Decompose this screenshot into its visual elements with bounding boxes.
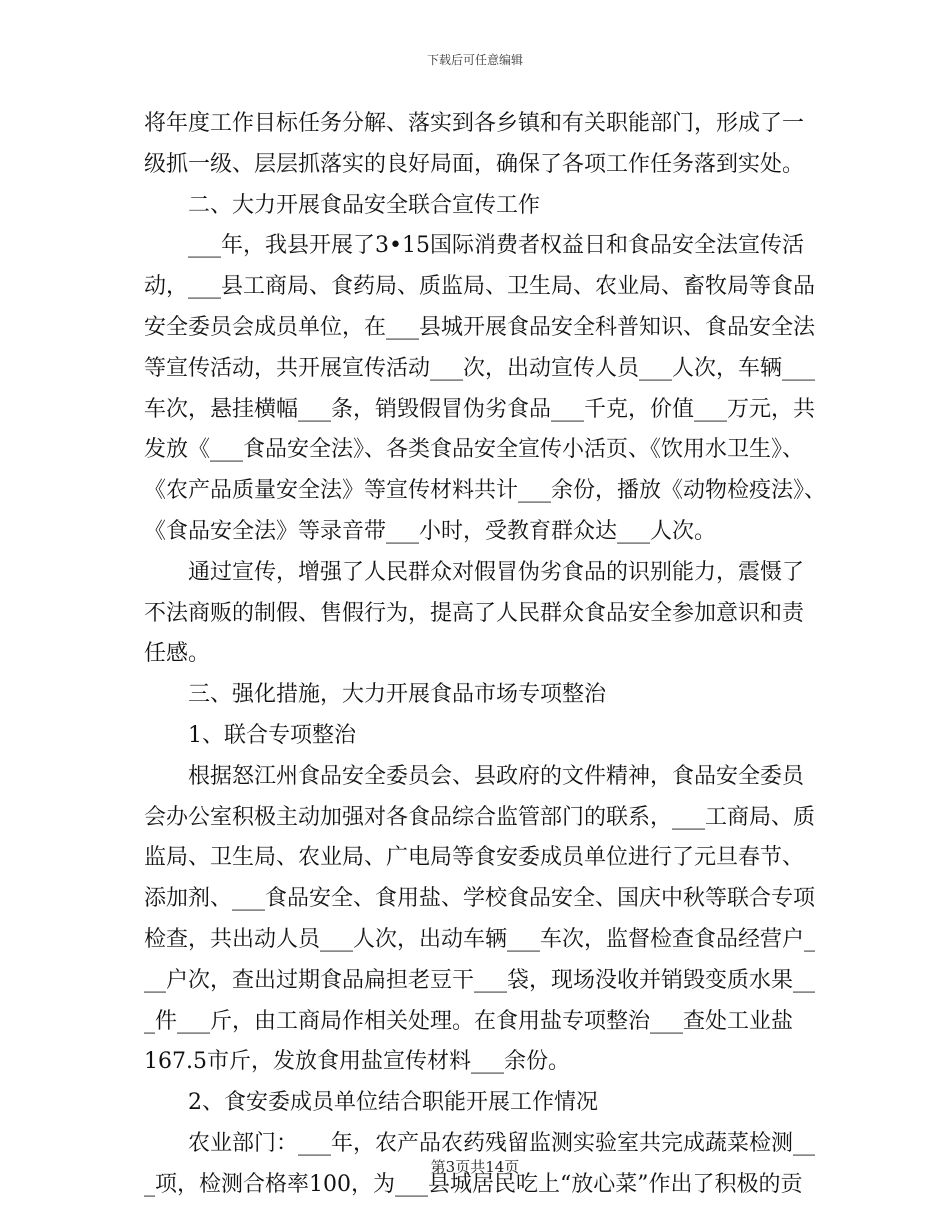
page-header: 下载后可任意编辑	[426, 53, 523, 67]
body-line: 根据怒江州食品安全委员会、县政府的文件精神，食品安全委员	[188, 763, 805, 789]
body-line: 167.5市斤，发放食用盐宣传材料___余份。	[144, 1049, 570, 1075]
body-line: 级抓一级、层层抓落实的良好局面，确保了各项工作任务落到实处。	[144, 151, 805, 177]
body-line: 《农产品质量安全法》等宣传材料共计___余份，播放《动物检疫法》、	[144, 478, 827, 504]
body-line: 监局、卫生局、农业局、广电局等食安委成员单位进行了元旦春节、	[144, 845, 805, 871]
body-line: 发放《___食品安全法》、各类食品安全宣传小活页、《饮用水卫生》、	[144, 437, 805, 463]
body-line: 农业部门：___年，农产品农药残留监测实验室共完成蔬菜检测__	[188, 1130, 816, 1156]
body-line: 将年度工作目标任务分解、落实到各乡镇和有关职能部门，形成了一	[144, 111, 805, 136]
body-line: 会办公室积极主动加强对各食品综合监管部门的联系，___工商局、质	[144, 804, 816, 830]
subsection-heading: 2、食安委成员单位结合职能开展工作情况	[188, 1090, 598, 1116]
body-line: 添加剂、___食品安全、食用盐、学校食品安全、国庆中秋等联合专项	[144, 886, 816, 912]
body-line: _项，检测合格率100，为___县城居民吃上“放心菜”作出了积极的贡	[144, 1171, 803, 1197]
body-line: ___年，我县开展了3•15国际消费者权益日和食品安全法宣传活	[188, 233, 804, 259]
body-line: 车次，悬挂横幅___条，销毁假冒伪劣食品___千克，价值___万元，共	[144, 396, 816, 422]
body-line: 检查，共出动人员___人次，出动车辆___车次，监督检查食品经营户_	[144, 926, 816, 952]
body-line: _件___斤，由工商局作相关处理。在食用盐专项整治___查处工业盐	[144, 1008, 794, 1034]
body-line: 不法商贩的制假、售假行为，提高了人民群众食品安全参加意识和责	[144, 600, 805, 626]
body-line: 通过宣传，增强了人民群众对假冒伪劣食品的识别能力，震慑了	[188, 559, 805, 585]
body-line: 动，___县工商局、食药局、质监局、卫生局、农业局、畜牧局等食品	[144, 274, 816, 300]
subsection-heading: 1、联合专项整治	[188, 722, 356, 748]
document-body	[144, 104, 827, 1206]
section-heading: 二、大力开展食品安全联合宣传工作	[188, 192, 541, 218]
body-line: 《食品安全法》等录音带___小时，受教育群众达___人次。	[144, 518, 717, 544]
body-line: __户次，查出过期食品扁担老豆干___袋，现场没收并销毁变质水果__	[144, 967, 816, 993]
body-line: 任感。	[144, 641, 211, 667]
page-number-footer: 第3页共14页	[430, 1158, 520, 1176]
body-line: 安全委员会成员单位，在___县城开展食品安全科普知识、食品安全法	[144, 314, 816, 340]
section-heading: 三、强化措施，大力开展食品市场专项整治	[188, 682, 607, 708]
body-line: 等宣传活动，共开展宣传活动___次，出动宣传人员___人次，车辆___	[144, 355, 816, 381]
